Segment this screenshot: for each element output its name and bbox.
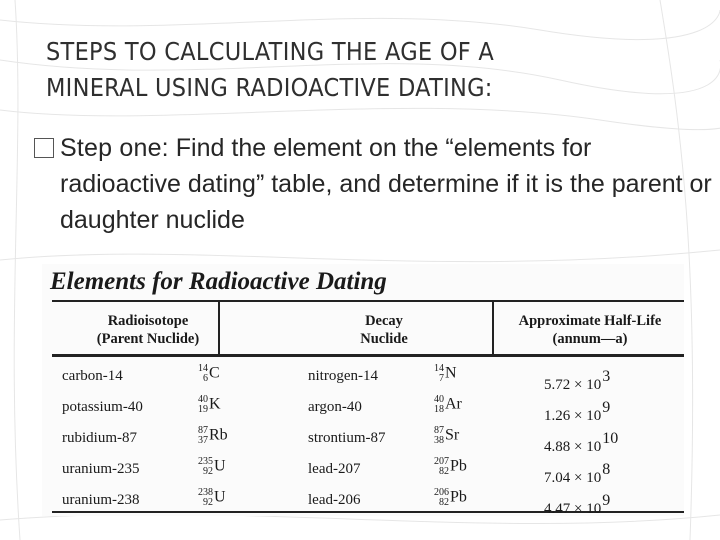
parent-nuclide-symbol-symbol: U — [214, 488, 226, 506]
header-parent — [78, 312, 218, 348]
parent-nuclide-symbol-numbers — [198, 364, 208, 384]
parent-nuclide-symbol-numbers — [198, 488, 213, 508]
table-rule-top — [52, 300, 684, 302]
daughter-nuclide-symbol-mass: 14 — [434, 363, 444, 374]
parent-nuclide-symbol-mass: 40 — [198, 394, 208, 405]
parent-nuclide-symbol-atomic-number: 19 — [198, 404, 208, 415]
parent-nuclide-symbol-atomic-number: 6 — [203, 373, 208, 384]
daughter-nuclide-symbol-numbers — [434, 488, 449, 508]
parent-nuclide-symbol-atomic-number: 92 — [203, 466, 213, 477]
half-life-mantissa: 4.47 × 10 — [544, 501, 602, 516]
bullet-box-icon — [34, 138, 54, 158]
parent-nuclide-symbol — [198, 395, 221, 415]
parent-name: carbon-14 — [62, 368, 123, 384]
half-life-mantissa: 7.04 × 10 — [544, 470, 602, 486]
parent-nuclide-symbol — [198, 488, 226, 508]
parent-nuclide-symbol-numbers — [198, 426, 208, 446]
half-life-exponent: 10 — [602, 430, 619, 447]
daughter-nuclide-symbol-symbol: N — [445, 364, 457, 382]
header-parent-line1: Radioisotope — [107, 313, 189, 329]
daughter-name: lead-206 — [308, 492, 361, 508]
daughter-name: lead-207 — [308, 461, 361, 477]
parent-name: potassium-40 — [62, 399, 143, 415]
header-parent-line2: (Parent Nuclide) — [96, 331, 200, 347]
parent-nuclide-symbol-mass: 14 — [198, 363, 208, 374]
parent-nuclide-symbol — [198, 426, 228, 446]
parent-nuclide-symbol-mass: 87 — [198, 425, 208, 436]
header-decay — [342, 312, 426, 348]
half-life-exponent: 3 — [602, 368, 611, 385]
parent-nuclide-symbol — [198, 457, 226, 477]
parent-nuclide-symbol-atomic-number: 37 — [198, 435, 208, 446]
parent-nuclide-symbol-symbol: C — [209, 364, 220, 382]
daughter-nuclide-symbol-symbol: Pb — [450, 488, 467, 506]
parent-nuclide-symbol-symbol: Rb — [209, 426, 228, 444]
parent-nuclide-symbol-numbers — [198, 457, 213, 477]
half-life-mantissa: 5.72 × 10 — [544, 377, 602, 393]
daughter-name: strontium-87 — [308, 430, 386, 446]
half-life-mantissa: 1.26 × 10 — [544, 408, 602, 424]
header-half-life-line2: (annum—a) — [552, 331, 628, 347]
daughter-nuclide-symbol-numbers — [434, 395, 444, 415]
daughter-nuclide-symbol-mass: 206 — [434, 487, 449, 498]
daughter-nuclide-symbol-symbol: Ar — [445, 395, 462, 413]
half-life-exponent: 9 — [602, 399, 611, 416]
parent-nuclide-symbol-symbol: U — [214, 457, 226, 475]
daughter-nuclide-symbol — [434, 457, 467, 477]
daughter-name: argon-40 — [308, 399, 362, 415]
half-life-exponent: 9 — [602, 492, 611, 509]
header-decay-line2: Nuclide — [360, 331, 408, 347]
daughter-nuclide-symbol-mass: 87 — [434, 425, 444, 436]
half-life-mantissa: 4.88 × 10 — [544, 439, 602, 455]
daughter-nuclide-symbol-atomic-number: 38 — [434, 435, 444, 446]
daughter-nuclide-symbol-numbers — [434, 364, 444, 384]
parent-nuclide-symbol-atomic-number: 92 — [203, 497, 213, 508]
daughter-nuclide-symbol-atomic-number: 82 — [439, 497, 449, 508]
daughter-nuclide-symbol-numbers — [434, 457, 449, 477]
slide-title — [46, 34, 568, 106]
bullet-text — [34, 130, 714, 238]
parent-nuclide-symbol-symbol: K — [209, 395, 221, 413]
daughter-nuclide-symbol — [434, 395, 462, 415]
table-divider-2 — [492, 302, 494, 356]
radioactive-dating-table — [42, 264, 684, 516]
bullet-body: Find the element on the “elements for radioactive dating” table, and determine if it is the parent or daughter nuclide — [60, 134, 712, 234]
half-life — [544, 492, 610, 516]
daughter-nuclide-symbol-mass: 207 — [434, 456, 449, 467]
half-life — [544, 430, 618, 456]
daughter-nuclide-symbol-numbers — [434, 426, 444, 446]
daughter-nuclide-symbol-mass: 40 — [434, 394, 444, 405]
parent-nuclide-symbol-mass: 235 — [198, 456, 213, 467]
daughter-nuclide-symbol — [434, 364, 457, 384]
header-half-life — [498, 312, 682, 348]
title-line-2: MINERAL USING RADIOACTIVE DATING: — [46, 73, 493, 102]
daughter-nuclide-symbol-atomic-number: 82 — [439, 466, 449, 477]
header-half-life-line1: Approximate Half-Life — [518, 313, 662, 329]
half-life-exponent: 8 — [602, 461, 611, 478]
parent-name: rubidium-87 — [62, 430, 137, 446]
half-life — [544, 399, 610, 425]
title-line-1: STEPS TO CALCULATING THE AGE OF A — [46, 37, 495, 66]
parent-name: uranium-238 — [62, 492, 140, 508]
daughter-nuclide-symbol — [434, 488, 467, 508]
parent-name: uranium-235 — [62, 461, 140, 477]
parent-nuclide-symbol-mass: 238 — [198, 487, 213, 498]
header-decay-line1: Decay — [365, 313, 403, 329]
half-life — [544, 368, 610, 394]
parent-nuclide-symbol-numbers — [198, 395, 208, 415]
bullet-step-one — [34, 130, 714, 238]
parent-nuclide-symbol — [198, 364, 220, 384]
daughter-nuclide-symbol-symbol: Sr — [445, 426, 460, 444]
half-life — [544, 461, 610, 487]
daughter-name: nitrogen-14 — [308, 368, 378, 384]
daughter-nuclide-symbol-symbol: Pb — [450, 457, 467, 475]
bullet-label: Step one: — [60, 134, 169, 162]
daughter-nuclide-symbol-atomic-number: 7 — [439, 373, 444, 384]
table-rule-mid — [52, 354, 684, 357]
table-title: Elements for Radioactive Dating — [50, 268, 387, 295]
daughter-nuclide-symbol — [434, 426, 459, 446]
table-divider-1 — [218, 302, 220, 356]
daughter-nuclide-symbol-atomic-number: 18 — [434, 404, 444, 415]
